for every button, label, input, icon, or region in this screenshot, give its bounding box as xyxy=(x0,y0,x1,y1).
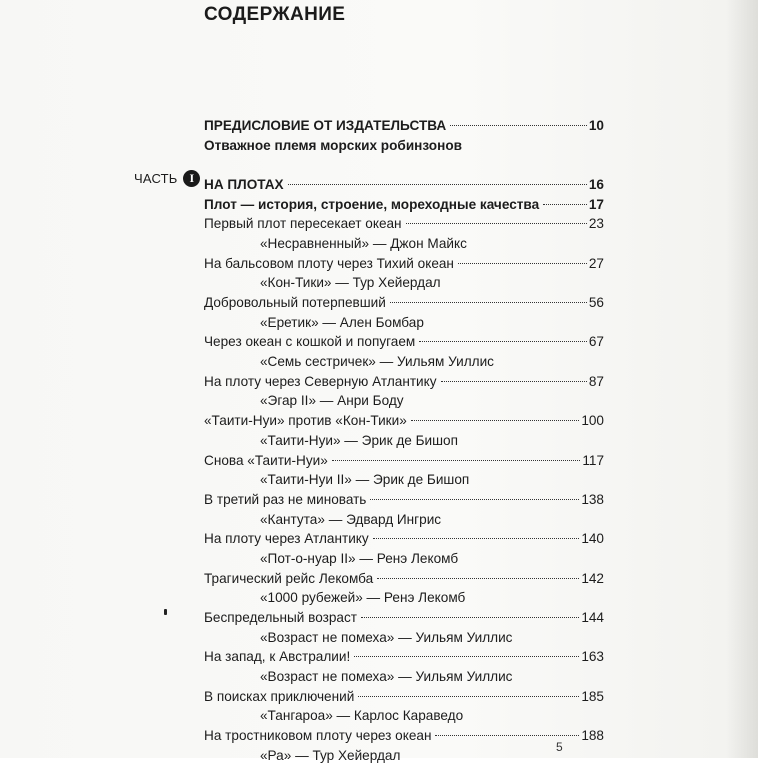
page-edge-shadow xyxy=(726,0,758,758)
toc-entry xyxy=(204,175,604,195)
toc-entry-title: «Эгар II» — Анри Боду xyxy=(260,393,404,409)
toc-subentry xyxy=(204,273,604,293)
toc-subentry xyxy=(204,628,604,648)
toc-entry xyxy=(204,726,604,746)
toc-subentry xyxy=(204,746,604,766)
dot-leader xyxy=(458,262,587,264)
toc-page-number: 87 xyxy=(588,373,604,389)
dot-leader xyxy=(288,183,587,185)
toc-page-number: 140 xyxy=(581,531,604,547)
toc-entry-title: «Таити-Нуи» против «Кон-Тики» xyxy=(204,413,407,429)
toc-entry-title: Плот — история, строение, мореходные качества xyxy=(204,196,540,212)
toc-subentry xyxy=(204,352,604,372)
toc-entry-title: На тростниковом плоту через океан xyxy=(204,728,432,744)
toc-entry-title: На плоту через Атлантику xyxy=(204,531,369,547)
toc-subentry xyxy=(204,234,604,254)
toc-page-number: 67 xyxy=(588,334,604,350)
toc-entry xyxy=(204,372,604,392)
toc-page-number: 185 xyxy=(581,688,604,704)
part-label: ЧАСТЬ xyxy=(134,171,178,186)
toc-page-number: 100 xyxy=(581,413,604,429)
section-gap xyxy=(204,155,604,175)
page-number: 5 xyxy=(556,740,563,754)
toc-entry-title: «Ра» — Тур Хейердал xyxy=(260,747,401,763)
toc-entry-title: На запад, к Австралии! xyxy=(204,649,351,665)
dot-leader xyxy=(435,734,579,736)
toc-subentry xyxy=(204,667,604,687)
part-marker xyxy=(134,170,200,187)
toc-subentry xyxy=(204,510,604,530)
toc-subentry xyxy=(204,470,604,490)
toc-entry xyxy=(204,254,604,274)
toc-page-number: 10 xyxy=(588,118,604,133)
toc-page-number: 56 xyxy=(588,295,604,310)
toc-entry-title: На бальсовом плоту через Тихий океан xyxy=(204,255,454,271)
dot-leader xyxy=(332,459,581,461)
toc-page-number: 144 xyxy=(581,610,604,625)
toc-entry-title: Первый плот пересекает океан xyxy=(204,216,402,232)
toc-subentry xyxy=(204,706,604,726)
dot-leader xyxy=(361,616,579,618)
dot-leader xyxy=(406,222,587,224)
toc-entry xyxy=(204,687,604,707)
toc-row-intro-subtitle xyxy=(204,136,604,156)
table-of-contents xyxy=(204,116,604,766)
part-number-badge: I xyxy=(183,170,200,187)
dot-leader xyxy=(441,380,587,382)
dot-leader xyxy=(373,537,580,539)
toc-entry-title: НА ПЛОТАХ xyxy=(204,176,284,192)
toc-page-number: 142 xyxy=(581,570,604,586)
toc-page-number: 16 xyxy=(588,176,604,192)
toc-subentry xyxy=(204,431,604,451)
toc-entry xyxy=(204,195,604,215)
toc-entry-title: «Пот-о-нуар II» — Ренэ Лекомб xyxy=(260,550,459,566)
dot-leader xyxy=(354,655,579,657)
toc-entry xyxy=(204,608,604,628)
dot-leader xyxy=(358,695,579,697)
toc-entry xyxy=(204,293,604,313)
page-title: СОДЕРЖАНИЕ xyxy=(204,4,346,25)
toc-entry-title: «Кантута» — Эдвард Ингрис xyxy=(260,511,442,527)
toc-row-preface xyxy=(204,116,604,136)
toc-entry-title: Через океан с кошкой и попугаем xyxy=(204,334,416,350)
dot-leader xyxy=(450,124,587,126)
dot-leader xyxy=(543,203,587,205)
toc-entry-title: Трагический рейс Лекомба xyxy=(204,570,374,586)
toc-entry xyxy=(204,332,604,352)
toc-entry-title: «Кон-Тики» — Тур Хейердал xyxy=(260,275,441,291)
dot-leader xyxy=(411,419,580,421)
toc-subentry xyxy=(204,549,604,569)
dot-leader xyxy=(390,301,587,303)
toc-entry-title: На плоту через Северную Атлантику xyxy=(204,373,437,389)
toc-entry-title: «Таити-Нуи» — Эрик де Бишоп xyxy=(260,432,458,448)
toc-entry-title: «Еретик» — Ален Бомбар xyxy=(260,314,424,330)
toc-entry-title: «Возраст не помеха» — Уильям Уиллис xyxy=(260,629,513,645)
toc-entry xyxy=(204,411,604,431)
toc-entry-title: Добровольный потерпевший xyxy=(204,295,386,310)
toc-entry-title: «1000 рубежей» — Ренэ Лекомб xyxy=(260,590,466,606)
toc-page-number: 17 xyxy=(588,196,604,212)
toc-entry-title: ПРЕДИСЛОВИЕ ОТ ИЗДАТЕЛЬСТВА xyxy=(204,118,447,133)
toc-entry-title: Снова «Таити-Нуи» xyxy=(204,452,328,468)
toc-page-number: 23 xyxy=(588,216,604,232)
toc-page-number: 138 xyxy=(581,491,604,507)
toc-entry-title: «Несравненный» — Джон Майкс xyxy=(260,235,467,251)
toc-entries xyxy=(204,175,604,766)
toc-subentry xyxy=(204,588,604,608)
toc-entry-title: «Возраст не помеха» — Уильям Уиллис xyxy=(260,669,513,685)
toc-entry xyxy=(204,451,604,471)
toc-entry xyxy=(204,569,604,589)
toc-page-number: 188 xyxy=(581,728,604,744)
toc-page-number: 163 xyxy=(581,649,604,665)
toc-entry xyxy=(204,647,604,667)
toc-page-number: 117 xyxy=(582,452,604,468)
toc-entry-title: «Таити-Нуи II» — Эрик де Бишоп xyxy=(260,472,470,488)
toc-entry-title: «Семь сестричек» — Уильям Уиллис xyxy=(260,354,494,370)
ink-mark xyxy=(164,609,167,615)
toc-entry-title: «Тангароа» — Карлос Караведо xyxy=(260,708,464,724)
dot-leader xyxy=(377,577,579,579)
toc-subentry xyxy=(204,391,604,411)
toc-entry xyxy=(204,490,604,510)
toc-entry-title: Беспредельный возраст xyxy=(204,610,358,625)
toc-entry-title: Отважное племя морских робинзонов xyxy=(204,137,462,153)
dot-leader xyxy=(419,340,587,342)
toc-entry xyxy=(204,214,604,234)
toc-entry-title: В третий раз не миновать xyxy=(204,491,367,507)
toc-subentry xyxy=(204,313,604,333)
toc-page-number: 27 xyxy=(588,255,604,271)
dot-leader xyxy=(370,498,579,500)
toc-entry xyxy=(204,529,604,549)
toc-entry-title: В поисках приключений xyxy=(204,688,355,704)
